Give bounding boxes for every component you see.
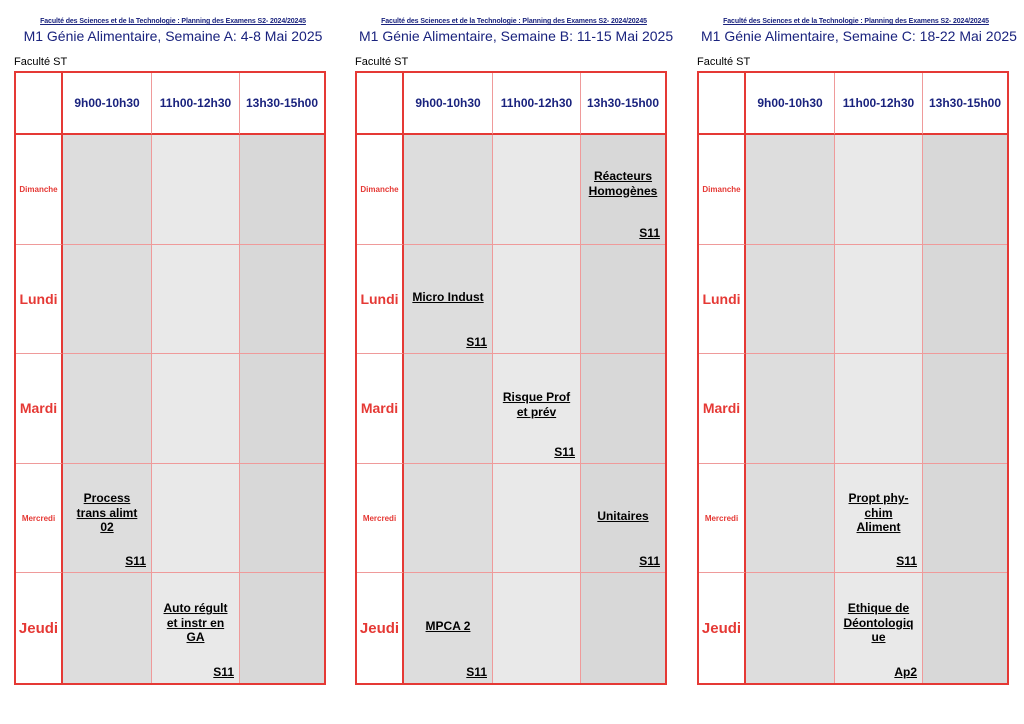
schedule-cell (493, 135, 581, 245)
schedule-cell (63, 573, 152, 683)
day-label: Dimanche (357, 135, 404, 245)
time-slot-header: 9h00-10h30 (746, 73, 835, 135)
time-slot-header: 11h00-12h30 (835, 73, 923, 135)
time-slot-header: 13h30-15h00 (581, 73, 665, 135)
exam-title: Risque Prof et prév (502, 390, 571, 420)
schedule-cell (240, 245, 324, 355)
schedule-cell (152, 245, 240, 355)
panel-header-small: Faculté des Sciences et de la Technologie : Planning des Examens S2- 2024/20245 (723, 18, 989, 25)
schedule-grid (14, 71, 326, 685)
schedule-cell (923, 354, 1007, 464)
day-label: Mercredi (699, 464, 746, 574)
schedule-cell (493, 245, 581, 355)
schedule-cell (581, 135, 665, 245)
schedule-cell (835, 464, 923, 574)
schedule-cell (63, 464, 152, 574)
time-slot-header: 11h00-12h30 (152, 73, 240, 135)
schedule-cell (835, 245, 923, 355)
day-label: Mardi (699, 354, 746, 464)
day-label: Mardi (357, 354, 404, 464)
time-slot-header: 13h30-15h00 (923, 73, 1007, 135)
schedule-cell (746, 354, 835, 464)
schedule-cell (923, 464, 1007, 574)
schedule-cell (404, 464, 493, 574)
schedule-cell (493, 573, 581, 683)
schedule-grid (355, 71, 667, 685)
schedule-cell (923, 245, 1007, 355)
exam-title: MPCA 2 (425, 619, 471, 634)
exam-title: Process trans alimt 02 (76, 491, 138, 535)
schedule-cell (581, 464, 665, 574)
schedule-cell (404, 135, 493, 245)
schedule-cell (152, 573, 240, 683)
schedule-grid (697, 71, 1009, 685)
panel-header-small: Faculté des Sciences et de la Technologie : Planning des Examens S2- 2024/20245 (381, 18, 647, 25)
exam-room: S11 (466, 335, 487, 350)
schedule-cell (835, 354, 923, 464)
faculty-label: Faculté ST (355, 56, 409, 68)
exam-title: Propt phy-chim Aliment (848, 491, 909, 535)
day-label: Dimanche (699, 135, 746, 245)
exam-room: S11 (466, 664, 487, 679)
exam-room: S11 (639, 554, 660, 569)
schedule-cell (581, 354, 665, 464)
day-label: Lundi (699, 245, 746, 355)
schedule-cell (240, 464, 324, 574)
day-label: Mardi (16, 354, 63, 464)
schedule-cell (746, 573, 835, 683)
panel-title: M1 Génie Alimentaire, Semaine B: 11-15 Mai 2025 (359, 28, 674, 44)
day-label: Lundi (16, 245, 63, 355)
schedule-cell (240, 354, 324, 464)
faculty-label: Faculté ST (14, 56, 68, 68)
corner-cell (16, 73, 63, 135)
schedule-cell (493, 354, 581, 464)
schedule-cell (63, 245, 152, 355)
exam-room: Ap2 (894, 664, 917, 679)
schedule-cell (63, 354, 152, 464)
day-label: Mercredi (16, 464, 63, 574)
schedule-cell (63, 135, 152, 245)
schedule-cell (581, 245, 665, 355)
time-slot-header: 9h00-10h30 (404, 73, 493, 135)
day-label: Dimanche (16, 135, 63, 245)
day-label: Lundi (357, 245, 404, 355)
schedule-cell (404, 245, 493, 355)
schedule-cell (923, 573, 1007, 683)
panel-title: M1 Génie Alimentaire, Semaine A: 4-8 Mai 2025 (23, 28, 323, 44)
schedule-cell (240, 135, 324, 245)
schedule-cell (835, 573, 923, 683)
schedule-cell (493, 464, 581, 574)
schedule-cell (404, 354, 493, 464)
exam-room: S11 (125, 554, 146, 569)
exam-title: Ethique de Déontologiq ue (843, 601, 914, 645)
exam-room: S11 (896, 554, 917, 569)
day-label: Jeudi (357, 573, 404, 683)
exam-room: S11 (213, 664, 234, 679)
exam-room: S11 (554, 444, 575, 459)
time-slot-header: 13h30-15h00 (240, 73, 324, 135)
day-label: Mercredi (357, 464, 404, 574)
corner-cell (357, 73, 404, 135)
exam-title: Micro Indust (412, 289, 484, 304)
exam-title: Auto régult et instr en GA (163, 601, 228, 645)
schedule-cell (746, 135, 835, 245)
panel-header-small: Faculté des Sciences et de la Technologie : Planning des Examens S2- 2024/20245 (40, 18, 306, 25)
faculty-label: Faculté ST (697, 56, 751, 68)
schedule-cell (152, 354, 240, 464)
day-label: Jeudi (16, 573, 63, 683)
schedule-cell (581, 573, 665, 683)
exam-title: Réacteurs Homogènes (588, 169, 658, 198)
schedule-cell (923, 135, 1007, 245)
time-slot-header: 9h00-10h30 (63, 73, 152, 135)
time-slot-header: 11h00-12h30 (493, 73, 581, 135)
schedule-cell (152, 464, 240, 574)
schedule-cell (240, 573, 324, 683)
corner-cell (699, 73, 746, 135)
schedule-cell (404, 573, 493, 683)
schedule-cell (152, 135, 240, 245)
day-label: Jeudi (699, 573, 746, 683)
schedule-cell (835, 135, 923, 245)
exam-title: Unitaires (597, 509, 649, 524)
schedule-cell (746, 464, 835, 574)
schedule-cell (746, 245, 835, 355)
panel-title: M1 Génie Alimentaire, Semaine C: 18-22 Mai 2025 (701, 28, 1017, 44)
exam-room: S11 (639, 225, 660, 240)
